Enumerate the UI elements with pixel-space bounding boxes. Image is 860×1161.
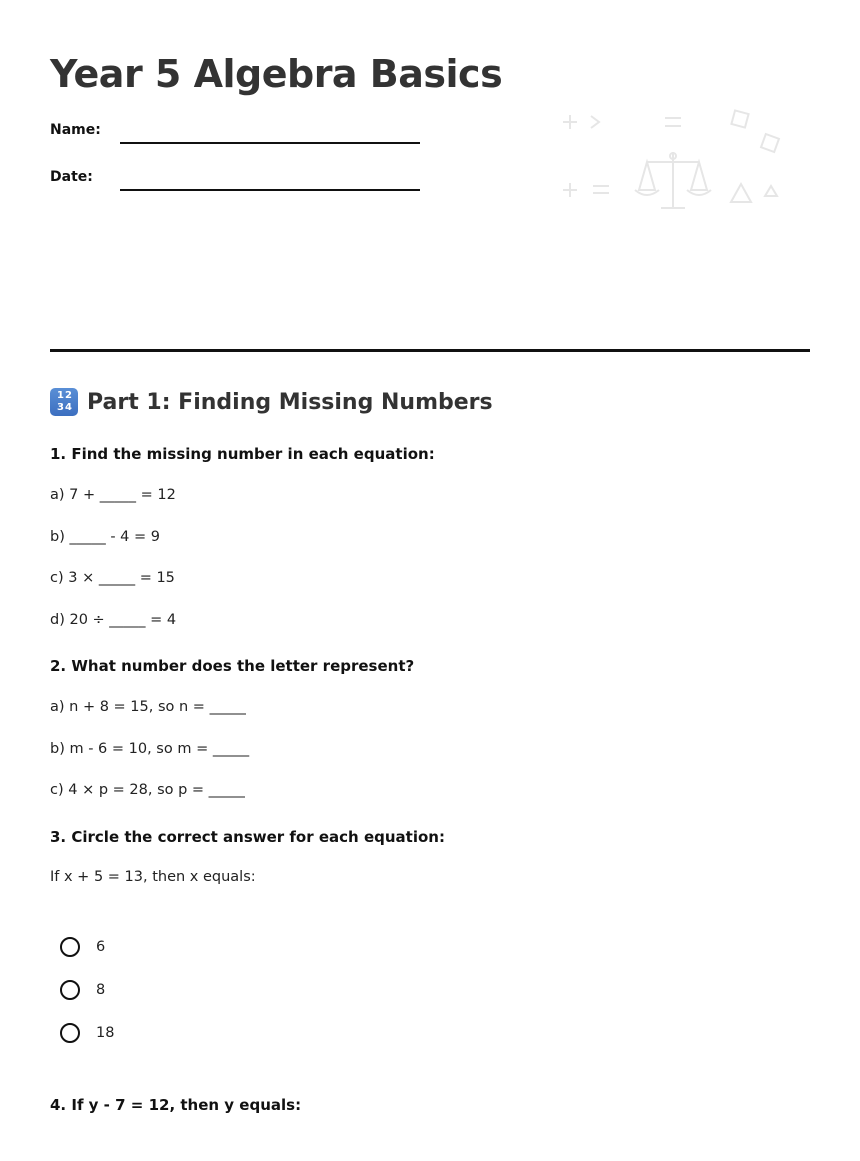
q3-option-label: 6 [96, 939, 106, 955]
part1-heading [50, 388, 493, 416]
worksheet-title: Year 5 Algebra Basics [50, 52, 503, 96]
q3-option-8[interactable] [60, 978, 105, 1002]
keycap-digit: 1 [57, 390, 64, 401]
q1-item-a: a) 7 + _____ = 12 [50, 487, 176, 503]
q1-item-b: b) _____ - 4 = 9 [50, 529, 160, 545]
radio-circle-icon[interactable] [60, 1023, 80, 1043]
q2-item-c: c) 4 × p = 28, so p = _____ [50, 782, 245, 798]
q2-heading: 2. What number does the letter represent? [50, 657, 415, 675]
keycap-digit: 2 [65, 390, 72, 401]
q3-heading: 3. Circle the correct answer for each equation: [50, 828, 445, 846]
keycap-digit: 3 [57, 402, 64, 413]
q2-item-b: b) m - 6 = 10, so m = _____ [50, 741, 250, 757]
name-field[interactable] [50, 122, 430, 146]
q3-option-6[interactable] [60, 935, 105, 959]
section-divider [50, 349, 810, 352]
keycap-1234-icon [50, 388, 78, 416]
part1-heading-text: Part 1: Finding Missing Numbers [87, 389, 493, 415]
radio-circle-icon[interactable] [60, 980, 80, 1000]
date-field[interactable] [50, 169, 430, 193]
q3-option-label: 8 [96, 982, 106, 998]
q2-item-a: a) n + 8 = 15, so n = _____ [50, 699, 246, 715]
q1-item-d: d) 20 ÷ _____ = 4 [50, 612, 177, 628]
date-label: Date: [50, 169, 93, 185]
math-symbols-watermark-icon [555, 100, 795, 220]
q3-prompt: If x + 5 = 13, then x equals: [50, 869, 256, 885]
radio-circle-icon[interactable] [60, 937, 80, 957]
keycap-digit: 4 [65, 402, 72, 413]
q3-option-18[interactable] [60, 1021, 114, 1045]
name-label: Name: [50, 122, 101, 138]
q4-heading: 4. If y - 7 = 12, then y equals: [50, 1096, 302, 1114]
date-line[interactable] [120, 189, 420, 191]
q1-heading: 1. Find the missing number in each equation: [50, 445, 435, 463]
q3-option-label: 18 [96, 1025, 115, 1041]
q1-item-c: c) 3 × _____ = 15 [50, 570, 175, 586]
name-line[interactable] [120, 142, 420, 144]
